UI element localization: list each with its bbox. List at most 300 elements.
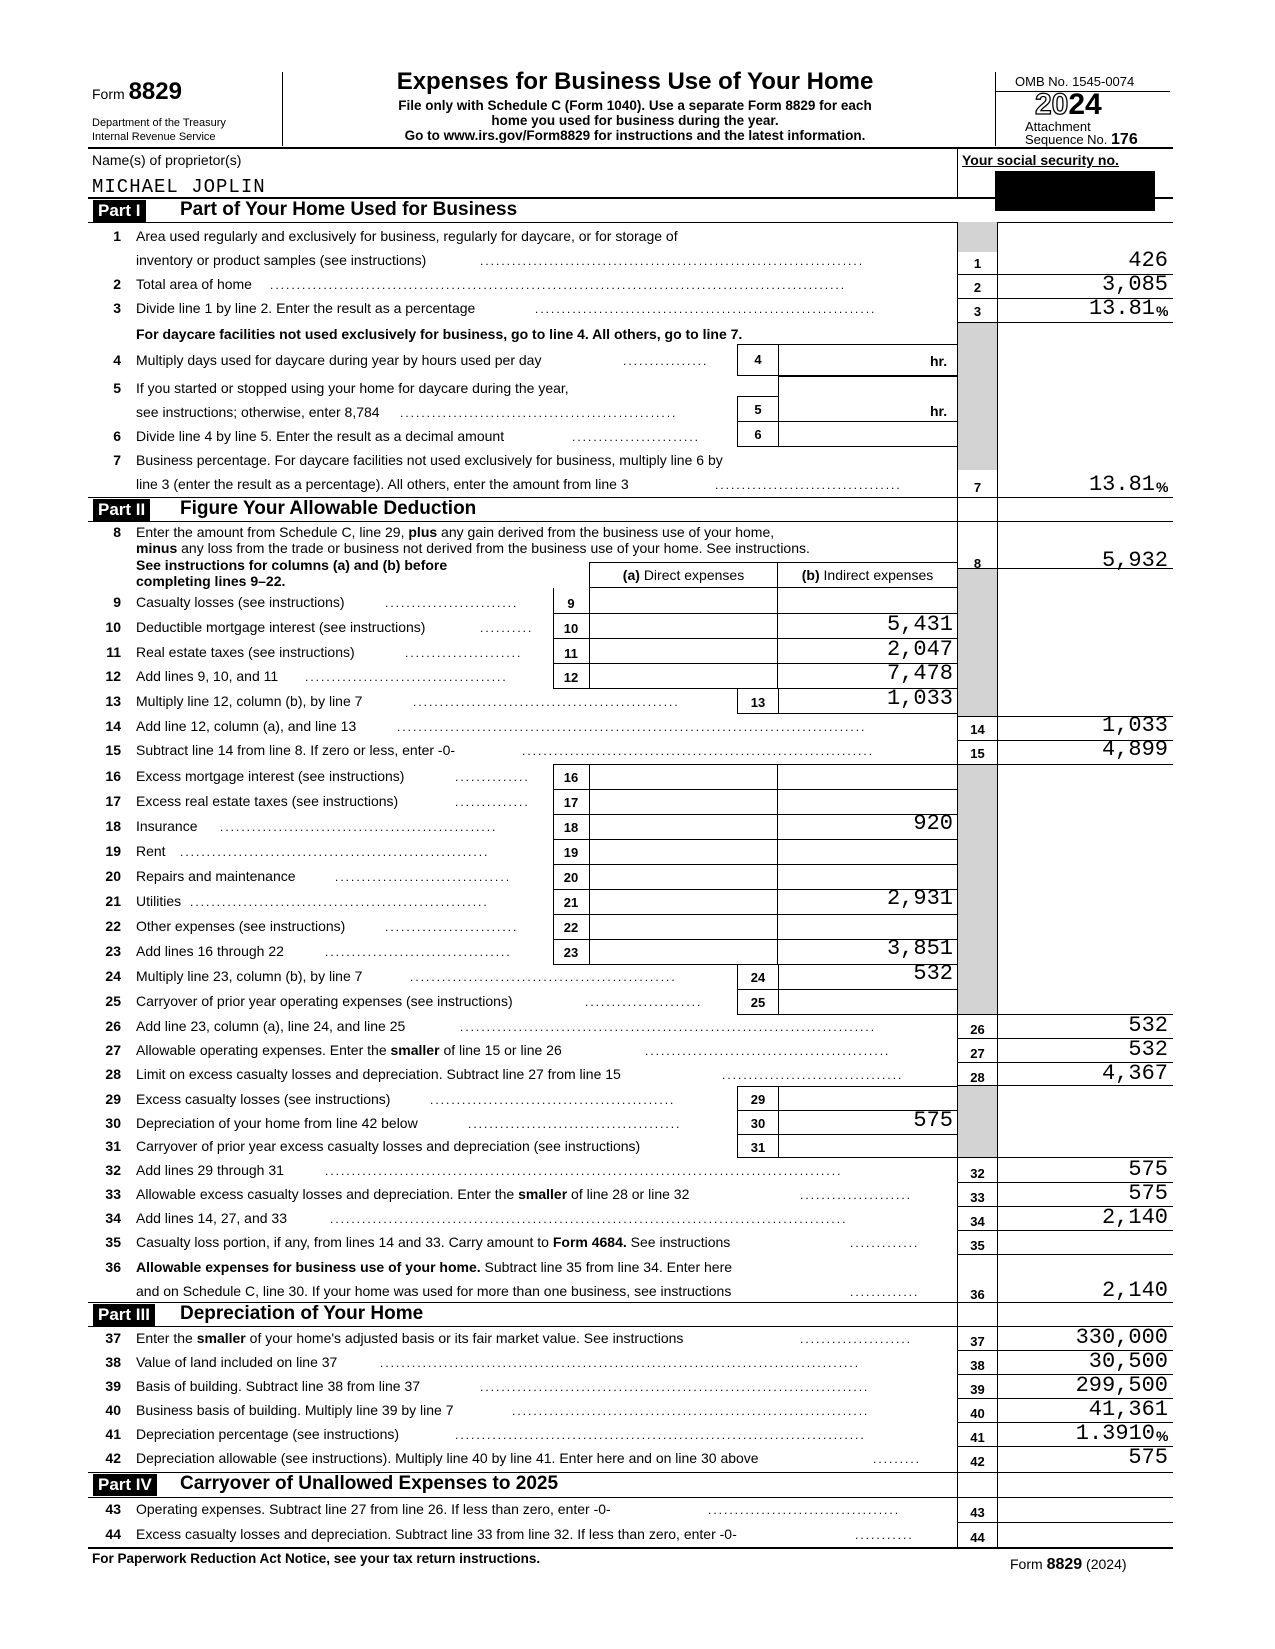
- col-b-header: [777, 567, 958, 583]
- line-3-text: Divide line 1 by line 2. Enter the result as a percentage: [136, 300, 476, 316]
- line-12-leader: ......................................: [305, 670, 508, 684]
- tax-year: [1035, 88, 1102, 122]
- line-2-text: Total area of home: [136, 276, 252, 292]
- form-label: Form: [92, 86, 125, 102]
- line-14-num: 14: [105, 718, 121, 734]
- line-37-value[interactable]: 330,000: [1075, 1325, 1168, 1350]
- line-8-text-a: [136, 524, 774, 540]
- line-39-num: 39: [105, 1378, 121, 1394]
- line-2-box: 2: [973, 280, 982, 295]
- line-36-num: 36: [105, 1259, 121, 1275]
- line-11-box: 11: [564, 646, 578, 661]
- line-36-leader: .............: [850, 1285, 920, 1299]
- line-34-value[interactable]: 2,140: [1101, 1205, 1168, 1230]
- line-1-value[interactable]: 426: [1128, 248, 1168, 273]
- l19-rule: [553, 864, 958, 865]
- line-17-num: 17: [105, 793, 121, 809]
- line-33-pre: Allowable excess casualty losses and depreciation. Enter the: [136, 1186, 515, 1202]
- line-9-leader: .........................: [385, 596, 519, 610]
- line-27-pre: Allowable operating expenses. Enter the: [136, 1042, 387, 1058]
- line-30-box: 30: [750, 1116, 766, 1131]
- line-42-box: 42: [970, 1454, 985, 1469]
- line-10-box: 10: [563, 621, 579, 636]
- line-36-box: 36: [970, 1287, 985, 1302]
- part-4-title: Carryover of Unallowed Expenses to 2025: [180, 1473, 559, 1494]
- line-32-text: Add lines 29 through 31: [136, 1162, 284, 1178]
- year-bold: 24: [1068, 88, 1102, 121]
- subtitle-line-3: Go to www.irs.gov/Form8829 for instructions and the latest information.: [404, 128, 866, 143]
- line-44-box: 44: [970, 1530, 985, 1545]
- line-15-rule: [957, 764, 1173, 765]
- line-18-num: 18: [105, 818, 121, 834]
- line-28-text: Limit on excess casualty losses and depreciation. Subtract line 27 from line 15: [136, 1066, 621, 1082]
- shade-l29-31: [958, 1085, 997, 1157]
- line-19-num: 19: [105, 843, 121, 859]
- line-23-text: Add lines 16 through 22: [136, 943, 284, 959]
- line-26-leader: ..............................................................................: [460, 1020, 877, 1034]
- line-34-rule: [957, 1230, 1173, 1231]
- l16-rule: [553, 789, 958, 790]
- line-33-text: [136, 1186, 689, 1202]
- line-22-box: 22: [563, 920, 579, 935]
- line-43-leader: ....................................: [708, 1503, 901, 1517]
- line-41-leader: .............................................................................: [455, 1428, 866, 1442]
- line-17-box: 17: [563, 795, 579, 810]
- header-divider-left: [282, 72, 283, 146]
- line-40-num: 40: [105, 1402, 121, 1418]
- line-17-leader: ..............: [455, 795, 530, 809]
- line-4-leader: ................: [623, 354, 709, 368]
- ssn-redacted-field[interactable]: [995, 171, 1155, 211]
- line-38-value[interactable]: 30,500: [1088, 1349, 1168, 1374]
- footer-rule: [88, 1547, 1173, 1549]
- form-number-value: 8829: [128, 78, 182, 105]
- line-15-box: 15: [970, 746, 985, 761]
- line-30-value[interactable]: 575: [913, 1108, 953, 1133]
- line-33-num: 33: [105, 1186, 121, 1202]
- line-8-b-post: any loss from the trade or business not derived from the business use of your home. See instructions.: [181, 540, 810, 556]
- line-14-text: Add line 12, column (a), and line 13: [136, 718, 357, 734]
- line-11-text: Real estate taxes (see instructions): [136, 644, 355, 660]
- line-30-leader: ........................................: [468, 1117, 682, 1131]
- line-29-leader: ..............................................: [430, 1093, 676, 1107]
- line-2-value[interactable]: 3,085: [1101, 272, 1168, 297]
- line-7-text-b: line 3 (enter the result as a percentage). All others, enter the amount from line 3: [136, 476, 629, 492]
- line-34-leader: .................................................................................................: [330, 1212, 848, 1226]
- part-2-title: Figure Your Allowable Deduction: [180, 498, 477, 519]
- line-7-leader: ...................................: [715, 478, 902, 492]
- line-37-leader: .....................: [800, 1332, 913, 1346]
- line-41-text: Depreciation percentage (see instructions): [136, 1426, 400, 1442]
- line-1-text-a: Area used regularly and exclusively for business, regularly for daycare, or for storage of: [136, 228, 678, 244]
- line-12-text: Add lines 9, 10, and 11: [136, 668, 279, 684]
- line-12-box: 12: [563, 670, 579, 685]
- line-8-text-b: [136, 540, 810, 556]
- line-19-text: Rent: [136, 843, 166, 859]
- line-41-value[interactable]: 1.3910: [1075, 1421, 1155, 1446]
- header-divider-right: [995, 72, 996, 146]
- line-9-box: 9: [567, 596, 575, 611]
- line-23b-value[interactable]: 3,851: [886, 936, 953, 961]
- line-18-box: 18: [563, 820, 579, 835]
- line-28-box: 28: [970, 1070, 985, 1085]
- line-32-num: 32: [105, 1162, 121, 1178]
- line-31-input[interactable]: [778, 1134, 958, 1158]
- line-1-leader: ........................................................................: [480, 254, 865, 268]
- line-1-text-b: inventory or product samples (see instructions): [136, 252, 427, 268]
- line-20-box: 20: [563, 870, 579, 885]
- line-20-leader: .................................: [335, 870, 512, 884]
- line-11-num: 11: [106, 644, 121, 660]
- subtitle-line-2: home you used for business during the year.: [491, 113, 779, 128]
- line-16-num: 16: [105, 768, 121, 784]
- line-30-text: Depreciation of your home from line 42 below: [136, 1115, 418, 1131]
- line-35-rule: [957, 1254, 1173, 1255]
- line-44-text: Excess casualty losses and depreciation. Subtract line 33 from line 32. If less than zero, enter -0-: [136, 1526, 737, 1542]
- dept-line-1: Department of the Treasury: [92, 117, 226, 129]
- line-42-value[interactable]: 575: [1128, 1445, 1168, 1470]
- line-31-box: 31: [750, 1140, 766, 1155]
- line-11-leader: ......................: [405, 646, 523, 660]
- line-39-value[interactable]: 299,500: [1075, 1373, 1168, 1398]
- line-7-percent: %: [1156, 479, 1169, 495]
- l21-rule: [553, 914, 958, 915]
- line-9-num: 9: [113, 594, 121, 610]
- line-5-box: 5: [754, 402, 762, 417]
- line-7-value[interactable]: 13.81: [1088, 472, 1155, 497]
- line-19-box: 19: [563, 845, 579, 860]
- line-38-num: 38: [105, 1354, 121, 1370]
- line-6-text: Divide line 4 by line 5. Enter the result as a decimal amount: [136, 428, 505, 444]
- line-5-hr: hr.: [930, 403, 948, 419]
- dept-line-2: Internal Revenue Service: [92, 131, 216, 143]
- line-21-box: 21: [563, 895, 579, 910]
- line-28-rule: [957, 1085, 1173, 1086]
- line-21-num: 21: [105, 893, 121, 909]
- line-8-b-bold: minus: [136, 540, 178, 556]
- line-33-bold: smaller: [518, 1186, 568, 1202]
- ssn-label: Your social security no.: [962, 152, 1119, 168]
- footer-year: (2024): [1086, 1556, 1127, 1572]
- line-13-num: 13: [105, 693, 121, 709]
- footer-form-label: Form: [1010, 1556, 1043, 1572]
- attachment-sequence: [1025, 120, 1138, 146]
- line-1-num: 1: [113, 228, 121, 244]
- line-26-num: 26: [105, 1018, 121, 1034]
- line-27-leader: ..............................................: [645, 1044, 891, 1058]
- line-24-leader: ..................................................: [410, 970, 677, 984]
- line-23-leader: ...................................: [325, 945, 512, 959]
- line-28-value[interactable]: 4,367: [1101, 1061, 1168, 1086]
- line-27-num: 27: [105, 1042, 121, 1058]
- header-bottom-rule: [88, 147, 1173, 149]
- line-25-num: 25: [105, 993, 121, 1009]
- line-40-box: 40: [970, 1406, 985, 1421]
- l16-top-rule: [553, 764, 958, 765]
- form-number: [92, 78, 182, 106]
- form-subtitle: [285, 98, 985, 143]
- line-40-leader: ...................................................................: [512, 1404, 870, 1418]
- line-12b-value[interactable]: 7,478: [886, 661, 953, 686]
- line-35-num: 35: [105, 1234, 121, 1250]
- line-37-box: 37: [970, 1334, 985, 1349]
- line-34-box: 34: [970, 1214, 985, 1229]
- line-32-leader: .................................................................................................: [325, 1164, 843, 1178]
- l18-rule: [553, 839, 958, 840]
- line-28-num: 28: [105, 1066, 121, 1082]
- col-a-header: [589, 567, 778, 583]
- line-6-leader: ........................: [572, 430, 701, 444]
- line-33-post: of line 28 or line 32: [571, 1186, 690, 1202]
- line-23-box: 23: [563, 945, 579, 960]
- line-13-text: Multiply line 12, column (b), by line 7: [136, 693, 363, 709]
- line-43-rule: [957, 1522, 1173, 1523]
- line-4-text: Multiply days used for daycare during year by hours used per day: [136, 352, 542, 368]
- line-31-num: 31: [105, 1138, 121, 1154]
- line-15-text: Subtract line 14 from line 8. If zero or less, enter -0-: [136, 742, 456, 758]
- part-2-rule: [88, 521, 1173, 522]
- line-12-num: 12: [105, 668, 121, 684]
- attachment-label: Attachment: [1025, 119, 1091, 134]
- line-13-value[interactable]: 1,033: [886, 686, 953, 711]
- line-23-num: 23: [105, 943, 121, 959]
- line-3-leader: ................................................................: [535, 302, 877, 316]
- line-36-value[interactable]: 2,140: [1101, 1278, 1168, 1303]
- line-43-num: 43: [105, 1501, 121, 1517]
- line-35-leader: .............: [850, 1236, 920, 1250]
- line-42-leader: .........: [873, 1452, 922, 1466]
- line-41-percent: %: [1156, 1428, 1169, 1444]
- line-4-box: 4: [754, 352, 762, 367]
- line-15-value[interactable]: 4,899: [1101, 737, 1168, 762]
- line-6-num: 6: [113, 428, 121, 444]
- line-14-box: 14: [970, 722, 985, 737]
- col-a-label: Direct expenses: [643, 567, 745, 583]
- line-42-text: Depreciation allowable (see instructions). Multiply line 40 by line 41. Enter here and on line 30 above: [136, 1450, 759, 1466]
- line-8-box: 8: [973, 556, 982, 571]
- line-20-text: Repairs and maintenance: [136, 868, 296, 884]
- line-31-text: Carryover of prior year excess casualty losses and depreciation (see instructions): [136, 1138, 641, 1154]
- name-ssn-divider: [957, 147, 958, 197]
- line-29-text: Excess casualty losses (see instructions): [136, 1091, 391, 1107]
- part-1-rule: [88, 222, 1173, 223]
- line-17-text: Excess real estate taxes (see instructions): [136, 793, 399, 809]
- line-37-text: [136, 1330, 683, 1346]
- line-33-box: 33: [970, 1190, 985, 1205]
- line-27-value[interactable]: 532: [1128, 1037, 1168, 1062]
- line-8-a-post: any gain derived from the business use of your home,: [441, 524, 775, 540]
- line-3-rule: [957, 322, 1173, 323]
- cols-note-1: See instructions for columns (a) and (b) before: [136, 557, 448, 573]
- shade-l9-13: [958, 568, 997, 716]
- line-43-box: 43: [970, 1505, 985, 1520]
- part-1-title: Part of Your Home Used for Business: [180, 199, 518, 220]
- line-26-box: 26: [970, 1022, 985, 1037]
- line-38-text: Value of land included on line 37: [136, 1354, 338, 1370]
- proprietor-label: Name(s) of proprietor(s): [92, 152, 242, 168]
- line-10-leader: ..........: [480, 621, 534, 635]
- line-26-text: Add line 23, column (a), line 24, and line 25: [136, 1018, 406, 1034]
- line-34-num: 34: [105, 1210, 121, 1226]
- line-13-box: 13: [750, 695, 766, 710]
- line-32-box: 32: [970, 1166, 985, 1181]
- line-29-num: 29: [105, 1091, 121, 1107]
- part-3-badge: Part III: [93, 1304, 155, 1326]
- line-16-text: Excess mortgage interest (see instructions): [136, 768, 405, 784]
- linebox-col-right: [997, 222, 998, 1498]
- line-37-pre: Enter the: [136, 1330, 193, 1346]
- sequence-number: 176: [1111, 131, 1138, 148]
- line-38-box: 38: [970, 1358, 985, 1373]
- line-16-box: 16: [563, 770, 579, 785]
- line-2-num: 2: [113, 276, 121, 292]
- proprietor-name-field[interactable]: MICHAEL JOPLIN: [92, 176, 266, 198]
- line-40-text: Business basis of building. Multiply line 39 by line 7: [136, 1402, 454, 1418]
- line-35-bold: Form 4684.: [552, 1234, 627, 1250]
- line-8-rule: [957, 568, 1173, 569]
- line-41-box: 41: [970, 1430, 985, 1445]
- line-38-leader: ..........................................................................................: [380, 1356, 861, 1370]
- line-35-pre: Casualty loss portion, if any, from lines 14 and 33. Carry amount to: [136, 1234, 549, 1250]
- line-3-num: 3: [113, 300, 121, 316]
- line-5-leader: ....................................................: [400, 406, 678, 420]
- form-title: Expenses for Business Use of Your Home: [396, 68, 874, 95]
- line-36-text-a: [136, 1259, 732, 1275]
- line-25-text: Carryover of prior year operating expenses (see instructions): [136, 993, 513, 1009]
- line-39-leader: .........................................................................: [480, 1380, 870, 1394]
- line-5-num: 5: [113, 380, 121, 396]
- part-4-badge: Part IV: [93, 1474, 157, 1496]
- line-18-text: Insurance: [136, 818, 198, 834]
- line-4-num: 4: [113, 352, 121, 368]
- footer-form-id: [1010, 1556, 1127, 1574]
- line-15-num: 15: [105, 742, 121, 758]
- line-27-box: 27: [970, 1046, 985, 1061]
- line-34-text: Add lines 14, 27, and 33: [136, 1210, 288, 1226]
- line-14-leader: ........................................................................................: [397, 720, 867, 734]
- line-25-leader: ......................: [585, 995, 703, 1009]
- line-8-value[interactable]: 5,932: [1101, 548, 1168, 573]
- line-25-input[interactable]: [778, 989, 958, 1015]
- line-7-text-a: Business percentage. For daycare facilities not used exclusively for business, multiply line 6 by: [136, 452, 723, 468]
- line-8-num: 8: [113, 524, 121, 540]
- line-8-a-bold: plus: [408, 524, 438, 540]
- line-20-num: 20: [105, 868, 121, 884]
- line-41-num: 41: [105, 1426, 121, 1442]
- line-19-leader: ..........................................................: [180, 845, 490, 859]
- line-43-text: Operating expenses. Subtract line 27 from line 26. If less than zero, enter -0-: [136, 1501, 611, 1517]
- line-36-text-b: and on Schedule C, line 30. If your home was used for more than one business, see instructions: [136, 1283, 732, 1299]
- line-22-leader: .........................: [385, 920, 519, 934]
- line-37-bold: smaller: [196, 1330, 246, 1346]
- line-9-text: Casualty losses (see instructions): [136, 594, 345, 610]
- line-33-value[interactable]: 575: [1128, 1181, 1168, 1206]
- line-40-value[interactable]: 41,361: [1088, 1397, 1168, 1422]
- line-10b-value[interactable]: 5,431: [886, 612, 953, 637]
- footer-form-number: 8829: [1046, 1556, 1083, 1573]
- line-39-box: 39: [970, 1382, 985, 1397]
- sequence-label: Sequence No.: [1025, 132, 1108, 147]
- part-4-rule: [88, 1497, 1173, 1498]
- line-35-box: 35: [970, 1238, 985, 1253]
- line-3-value[interactable]: 13.81: [1088, 296, 1155, 321]
- line-8-a-pre: Enter the amount from Schedule C, line 29,: [136, 524, 405, 540]
- line-36-bold: Allowable expenses for business use of your home.: [136, 1259, 481, 1275]
- line-35-post: See instructions: [630, 1234, 731, 1250]
- department-label: [92, 116, 226, 144]
- line-4-hr: hr.: [930, 353, 948, 369]
- line-44-leader: ...........: [855, 1528, 914, 1542]
- cols-note-2: completing lines 9–22.: [136, 573, 286, 589]
- line-33-leader: .....................: [800, 1188, 913, 1202]
- subtitle-line-1: File only with Schedule C (Form 1040). Use a separate Form 8829 for each: [398, 98, 872, 113]
- shade-l16-25: [958, 764, 997, 1014]
- col-b-label: Indirect expenses: [823, 567, 934, 583]
- line-44-num: 44: [105, 1526, 121, 1542]
- line-29-box: 29: [750, 1092, 766, 1107]
- part-3-title: Depreciation of Your Home: [180, 1303, 424, 1324]
- line-7-box: 7: [973, 480, 982, 495]
- line-22-text: Other expenses (see instructions): [136, 918, 346, 934]
- line-42-num: 42: [105, 1450, 121, 1466]
- line-10-num: 10: [105, 619, 121, 635]
- line-7-num: 7: [113, 452, 121, 468]
- line-18b-value[interactable]: 920: [913, 811, 953, 836]
- line-21-leader: ........................................................: [190, 895, 489, 909]
- line-32-value[interactable]: 575: [1128, 1157, 1168, 1182]
- line-36-post: Subtract line 35 from line 34. Enter here: [484, 1259, 733, 1275]
- line-24-value[interactable]: 532: [913, 961, 953, 986]
- line-18-leader: ....................................................: [220, 820, 498, 834]
- line-3-box: 3: [973, 304, 982, 319]
- line-21b-value[interactable]: 2,931: [886, 886, 953, 911]
- line-5-text-b: see instructions; otherwise, enter 8,784: [136, 404, 380, 420]
- col-b-bold: (b): [801, 567, 820, 583]
- line-27-bold: smaller: [390, 1042, 440, 1058]
- shade-l1a: [958, 222, 997, 252]
- line-3-percent: %: [1156, 303, 1169, 319]
- line-30-num: 30: [105, 1115, 121, 1131]
- line-10-text: Deductible mortgage interest (see instructions): [136, 619, 426, 635]
- line-27-text: [136, 1042, 562, 1058]
- col-a-bold: (a): [622, 567, 640, 583]
- line-16-leader: ..............: [455, 770, 530, 784]
- line-5-text-a: If you started or stopped using your home for daycare during the year,: [136, 380, 569, 396]
- daycare-note: For daycare facilities not used exclusively for business, go to line 4. All others, go to line 7.: [136, 326, 743, 342]
- omb-number: OMB No. 1545-0074: [1015, 74, 1135, 89]
- part-2-badge: Part II: [93, 499, 150, 521]
- shade-l4-7: [958, 322, 997, 470]
- line-14-value[interactable]: 1,033: [1101, 713, 1168, 738]
- line-27-post: of line 15 or line 26: [443, 1042, 562, 1058]
- part-1-badge: Part I: [93, 200, 146, 222]
- line-35-text: [136, 1234, 730, 1250]
- line-6-box: 6: [754, 427, 762, 442]
- line-25-box: 25: [750, 995, 766, 1010]
- line-39-text: Basis of building. Subtract line 38 from line 37: [136, 1378, 421, 1394]
- line-37-num: 37: [105, 1330, 121, 1346]
- line-24-num: 24: [105, 968, 121, 984]
- line-26-value[interactable]: 532: [1128, 1013, 1168, 1038]
- line-11b-value[interactable]: 2,047: [886, 637, 953, 662]
- line-22-num: 22: [105, 918, 121, 934]
- line-37-post: of your home's adjusted basis or its fair market value. See instructions: [249, 1330, 684, 1346]
- line-6-input[interactable]: [778, 421, 958, 447]
- paperwork-notice: For Paperwork Reduction Act Notice, see your tax return instructions.: [92, 1551, 541, 1566]
- line-28-leader: ..................................: [722, 1068, 904, 1082]
- line-1-box: 1: [973, 256, 982, 271]
- line-24-text: Multiply line 23, column (b), by line 7: [136, 968, 363, 984]
